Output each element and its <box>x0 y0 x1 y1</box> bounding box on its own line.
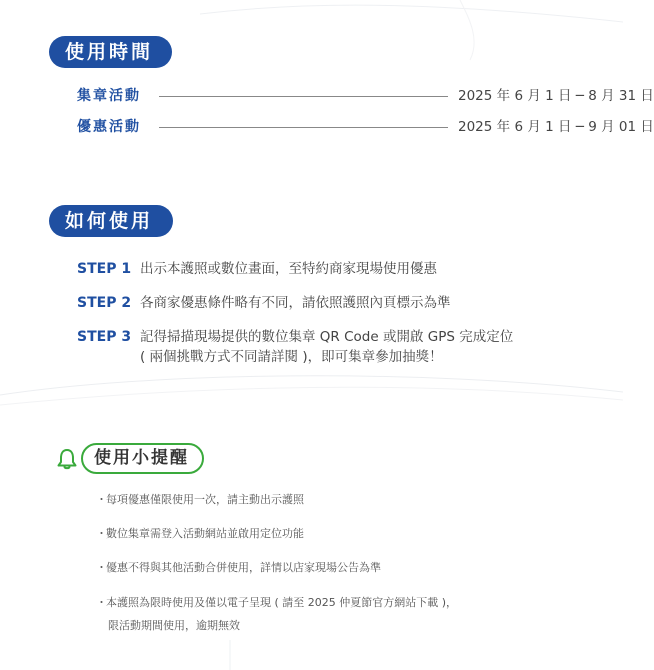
bullet: ・ <box>96 527 107 540</box>
discount-activity-period <box>77 117 654 137</box>
step-number: STEP 3 <box>77 329 132 345</box>
tip-text: 本護照為限時使用及僅以電子呈現 ( 請至 2025 仲夏節官方網站下載 )， <box>106 596 458 609</box>
tip-item <box>96 524 304 544</box>
leader-line <box>159 96 448 97</box>
tip-item <box>96 490 304 510</box>
period-label: 集章活動 <box>77 88 141 104</box>
bullet: ・ <box>96 596 107 609</box>
bullet: ・ <box>96 561 107 574</box>
leader-line <box>159 127 448 128</box>
tip-text: 數位集章需登入活動網站並啟用定位功能 <box>106 527 304 540</box>
period-date: 2025 年 6 月 1 日 ─ 8 月 31 日 <box>458 88 654 104</box>
bell-icon <box>57 448 77 470</box>
tip-text: 每項優惠僅限使用一次，請主動出示護照 <box>106 493 304 506</box>
tip-item <box>96 593 457 613</box>
step-text: 記得掃描現場提供的數位集章 QR Code 或開啟 GPS 完成定位 <box>140 329 514 345</box>
how-to-use-title: 如何使用 <box>49 205 173 237</box>
step-text: 各商家優惠條件略有不同，請依照護照內頁標示為準 <box>140 295 451 311</box>
step-number: STEP 2 <box>77 295 132 311</box>
tip-text-line2: 限活動期間使用，逾期無效 <box>108 619 240 632</box>
step-number: STEP 1 <box>77 261 132 277</box>
step-text-line2: ( 兩個挑戰方式不同請詳閱 )，即可集章參加抽獎！ <box>140 349 443 365</box>
period-label: 優惠活動 <box>77 119 141 135</box>
tips-title: 使用小提醒 <box>81 443 204 474</box>
bullet: ・ <box>96 493 107 506</box>
stamp-activity-period <box>77 86 654 106</box>
usage-period-title: 使用時間 <box>49 36 172 68</box>
step-text: 出示本護照或數位畫面，至特約商家現場使用優惠 <box>140 261 437 277</box>
tip-item <box>96 558 381 578</box>
tip-text: 優惠不得與其他活動合併使用，詳情以店家現場公告為準 <box>106 561 381 574</box>
period-date: 2025 年 6 月 1 日 ─ 9 月 01 日 <box>458 119 654 135</box>
